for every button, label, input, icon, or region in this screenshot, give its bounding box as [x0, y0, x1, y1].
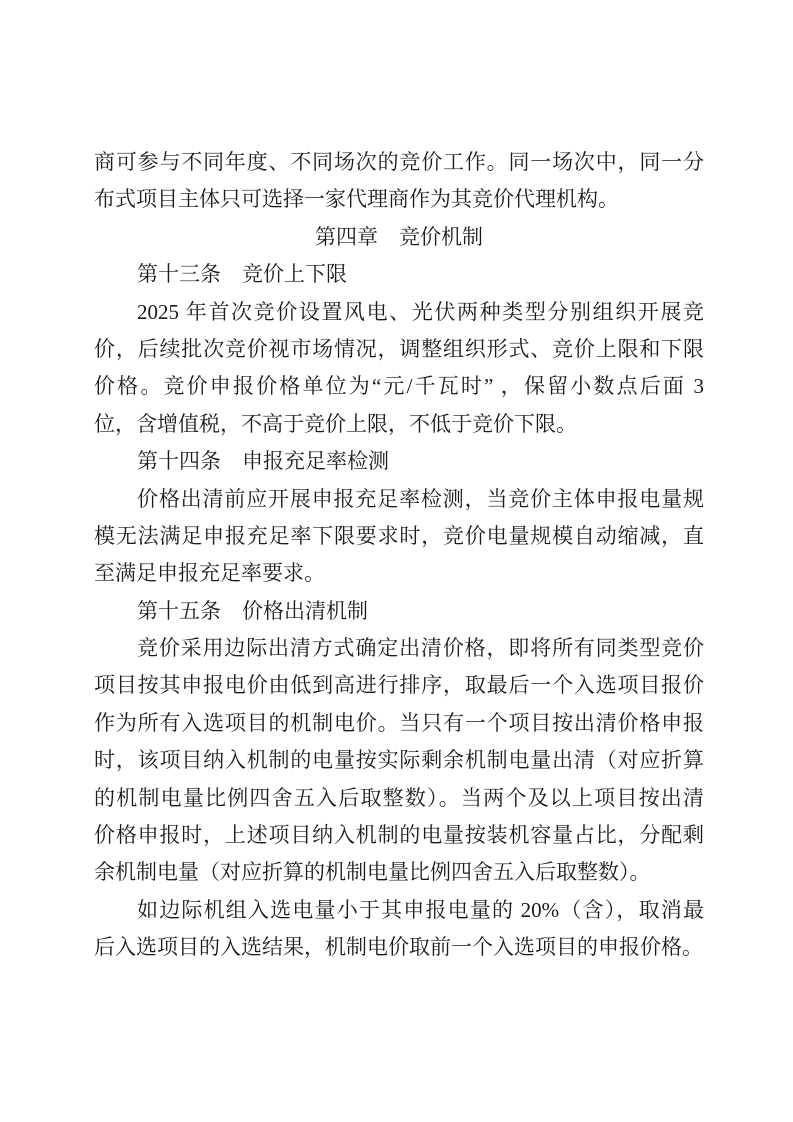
text-line: 价格出清前应开展申报充足率检测，当竞价主体申报电量规 [137, 486, 704, 511]
text-line: 如边际机组入选电量小于其申报电量的 20%（含），取消最 [137, 897, 704, 922]
text-line: 模无法满足申报充足率下限要求时，竞价电量规模自动缩减，直 [94, 523, 704, 548]
text-line: 价格。竞价申报价格单位为“元/千瓦时” ，保留小数点后面 3 [94, 374, 704, 399]
text-line: 价格申报时，上述项目纳入机制的电量按装机容量占比，分配剩 [94, 823, 704, 848]
text-line: 至满足申报充足率要求。 [94, 561, 325, 586]
article-heading: 第十五条 价格出清机制 [137, 598, 368, 623]
text-line: 项目按其申报电价由低到高进行排序，取最后一个入选项目报价 [94, 673, 704, 698]
text-line: 竞价采用边际出清方式确定出清价格，即将所有同类型竞价 [137, 636, 704, 661]
article-heading: 第十三条 竞价上下限 [137, 262, 347, 287]
text-line: 作为所有入选项目的机制电价。当只有一个项目按出清价格申报 [94, 710, 704, 735]
article-heading: 第十四条 申报充足率检测 [137, 449, 389, 474]
text-line: 时，该项目纳入机制的电量按实际剩余机制电量出清（对应折算 [94, 748, 704, 773]
text-line: 布式项目主体只可选择一家代理商作为其竞价代理机构。 [94, 187, 619, 212]
document-text-block [94, 144, 704, 967]
text-line: 余机制电量（对应折算的机制电量比例四舍五入后取整数）。 [94, 860, 651, 885]
text-line: 的机制电量比例四舍五入后取整数）。当两个及以上项目按出清 [94, 785, 704, 810]
text-line: 后入选项目的入选结果，机制电价取前一个入选项目的申报价格。 [94, 935, 703, 960]
text-line: 2025 年首次竞价设置风电、光伏两种类型分别组织开展竞 [137, 299, 704, 324]
text-line: 商可参与不同年度、不同场次的竞价工作。同一场次中，同一分 [94, 150, 704, 174]
text-line: 价，后续批次竞价视市场情况，调整组织形式、竞价上限和下限 [94, 336, 704, 361]
chapter-heading: 第四章 竞价机制 [315, 224, 483, 249]
text-line: 位，含增值税，不高于竞价上限，不低于竞价下限。 [94, 411, 577, 436]
